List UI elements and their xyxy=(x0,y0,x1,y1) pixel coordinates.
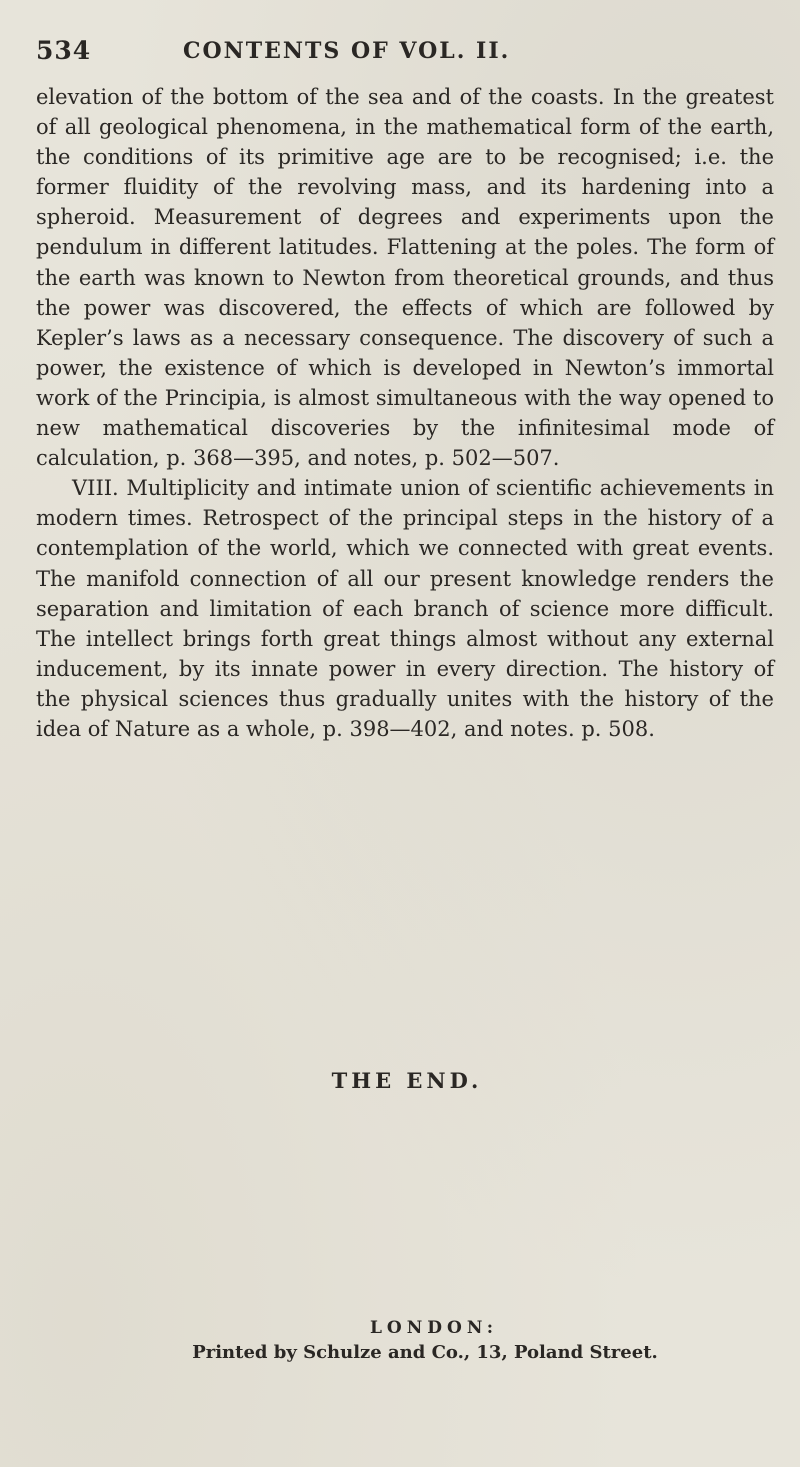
paragraph-continuation: elevation of the bottom of the sea and of the coasts. In the greatest of all geological phenomena, in the mathematical form of the earth, the conditions of its primitive age are to be recognised; i.e. the former fluidity of the revolving mass, and its hardening into a spheroid. Measurement of degrees and experiments upon the pendulum in different latitudes. Flattening at the poles. The form of the earth was known to Newton from theoretical grounds, and thus the power was discovered, the effects of which are followed by Kepler’s laws as a necessary consequence. The discovery of such a power, the existence of which is developed in Newton’s immortal work of the Principia, is almost simultaneous with the way opened to new mathematical discoveries by the infinitesimal mode of calculation, p. 368—395, and notes, p. 502—507. xyxy=(36,85,774,471)
colophon xyxy=(0,1318,800,1363)
body-text xyxy=(36,82,774,744)
running-head xyxy=(36,36,776,68)
paragraph-section-viii: VIII. Multiplicity and intimate union of scientific achievements in modern times. Retrospect of the principal steps in the history of a contemplation of the world, which we connected with great events. The manifold connection of all our present knowledge renders the separation and limitation of each branch of science more difficult. The intellect brings forth great things almost without any external inducement, by its innate power in every direction. The history of the physical sciences thus gradually unites with the history of the idea of Nature as a whole, p. 398—402, and notes. p. 508. xyxy=(36,476,774,741)
page-number: 534 xyxy=(36,36,92,65)
colophon-city: LONDON: xyxy=(369,1318,499,1338)
colophon-printer: Printed by Schulze and Co., 13, Poland Street. xyxy=(192,1342,658,1363)
running-title: CONTENTS OF VOL. II. xyxy=(183,38,511,64)
the-end-heading: THE END. xyxy=(331,1068,483,1093)
